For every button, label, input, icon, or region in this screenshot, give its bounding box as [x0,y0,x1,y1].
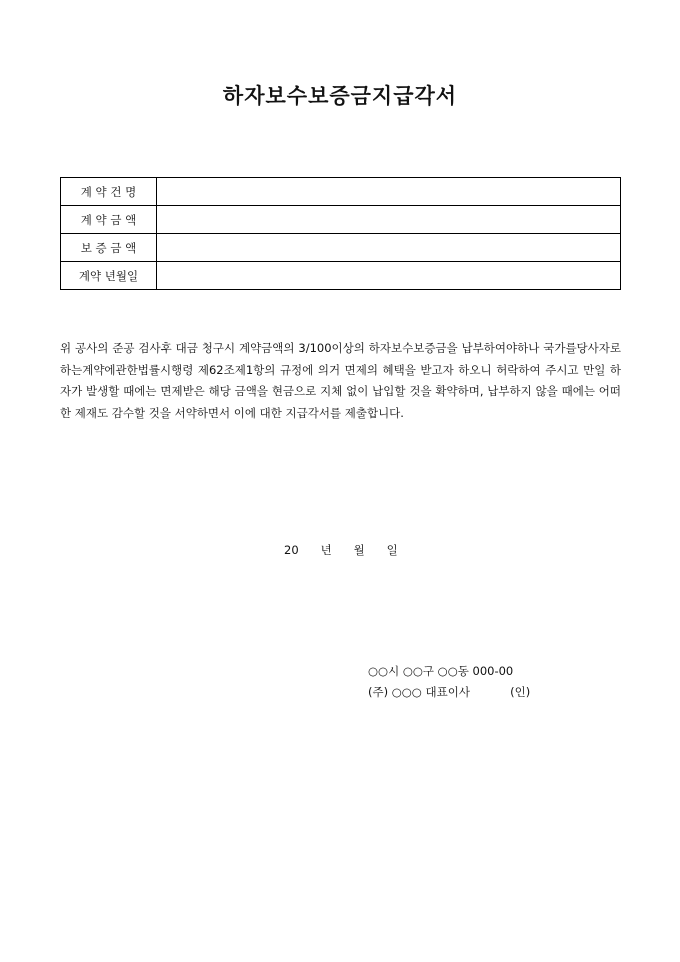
date-year-prefix: 20 [284,543,299,557]
contract-date-label: 계약 년월일 [61,262,157,290]
contract-amount-value[interactable] [157,206,621,234]
guarantee-amount-label: 보 증 금 액 [61,234,157,262]
date-year-unit: 년 [320,543,332,557]
date-day-unit: 일 [386,543,398,557]
table-row [61,234,621,262]
contract-name-value[interactable] [157,178,621,206]
table-row [61,178,621,206]
guarantee-amount-value[interactable] [157,234,621,262]
table-row [61,206,621,234]
signature-address: ○○시 ○○구 ○○동 000-00 [368,664,514,678]
signature-block [368,661,530,703]
contract-info-table [60,177,621,290]
contract-amount-label: 계 약 금 액 [61,206,157,234]
signature-company: (주) ○○○ 대표이사 [368,685,470,699]
date-line [284,542,398,558]
document-title: 하자보수보증금지급각서 [222,83,458,108]
signature-company-line [368,682,530,703]
contract-date-value[interactable] [157,262,621,290]
table-row [61,262,621,290]
contract-name-label: 계 약 건 명 [61,178,157,206]
date-month-unit: 월 [353,543,365,557]
signature-seal: (인) [510,685,531,699]
pledge-paragraph: 위 공사의 준공 검사후 대금 청구시 계약금액의 3/100이상의 하자보수보증금을 납부하여야하나 국가를당사자로하는계약에관한법률시행령 제62조제1항의 규정에 의거 면제의 혜택을 받고자 하오니 허락하여 주시고 만일 하자가 발생할 때에는 면제받은 해당 금액을 현금으로 지체 없이 납입할 것을 확약하며, 납부하지 않을 때에는 어떠한 제재도 감수할 것을 서약하면서 이에 대한 지급각서를 제출합니다. [60,341,621,420]
